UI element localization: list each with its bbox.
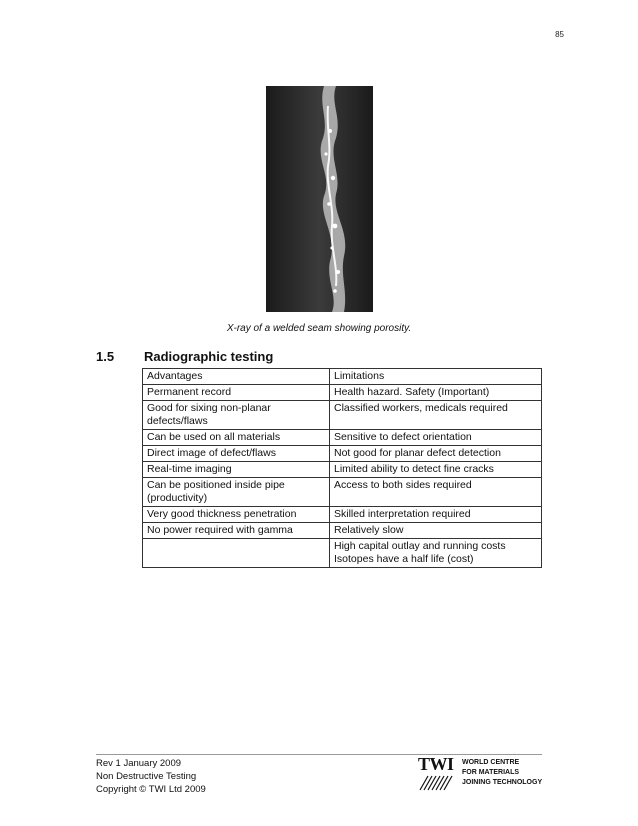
table-header-row	[143, 369, 542, 385]
limitation-cell: Classified workers, medicals required	[330, 401, 542, 430]
limitation-cell: Relatively slow	[330, 523, 542, 539]
table-row	[143, 430, 542, 446]
limitation-cell: Access to both sides required	[330, 478, 542, 507]
twi-logo-line3: JOINING TECHNOLOGY	[462, 779, 543, 786]
footer-divider	[96, 754, 542, 755]
advantage-cell: Very good thickness penetration	[143, 507, 330, 523]
figure-caption: X-ray of a welded seam showing porosity.	[226, 323, 412, 334]
twi-logo-line1: WORLD CENTRE	[462, 759, 520, 766]
twi-logo	[418, 756, 546, 792]
table-row	[143, 478, 542, 507]
advantage-cell: No power required with gamma	[143, 523, 330, 539]
limitations-header: Limitations	[330, 369, 542, 385]
advantages-header: Advantages	[143, 369, 330, 385]
twi-logo-text	[462, 758, 542, 788]
section-number: 1.5	[96, 349, 115, 364]
footer-text	[96, 757, 206, 796]
limitation-cell: Not good for planar defect detection	[330, 446, 542, 462]
table-row	[143, 539, 542, 568]
limitation-cell: Health hazard. Safety (Important)	[330, 385, 542, 401]
footer-course: Non Destructive Testing	[96, 771, 197, 782]
twi-wordmark: TWI	[418, 754, 454, 774]
advantage-cell: Permanent record	[143, 385, 330, 401]
table-row	[143, 462, 542, 478]
advantage-cell: Can be used on all materials	[143, 430, 330, 446]
advantage-cell	[143, 539, 330, 568]
table-row	[143, 385, 542, 401]
xray-weld-image	[266, 86, 373, 312]
table-row	[143, 446, 542, 462]
table-row	[143, 523, 542, 539]
section-title: Radiographic testing	[144, 349, 274, 364]
limitation-cell: High capital outlay and running costs Isotopes have a half life (cost)	[330, 539, 542, 568]
advantage-cell: Real-time imaging	[143, 462, 330, 478]
limitation-cell: Sensitive to defect orientation	[330, 430, 542, 446]
limitation-cell: Limited ability to detect fine cracks	[330, 462, 542, 478]
twi-logo-stripes-icon	[418, 756, 458, 792]
radiographic-testing-table	[142, 368, 542, 568]
footer-revision: Rev 1 January 2009	[96, 758, 182, 769]
twi-logo-mark	[418, 756, 458, 792]
twi-logo-line2: FOR MATERIALS	[462, 769, 520, 776]
advantage-cell: Good for sixing non-planar defects/flaws	[143, 401, 330, 430]
xray-weld-graphic	[266, 86, 373, 312]
footer-copyright: Copyright © TWI Ltd 2009	[96, 784, 206, 795]
limitation-cell: Skilled interpretation required	[330, 507, 542, 523]
section-heading	[96, 349, 273, 364]
table-row	[143, 401, 542, 430]
advantage-cell: Can be positioned inside pipe (productivity)	[143, 478, 330, 507]
advantage-cell: Direct image of defect/flaws	[143, 446, 330, 462]
table-row	[143, 507, 542, 523]
page-number: 85	[555, 30, 564, 39]
